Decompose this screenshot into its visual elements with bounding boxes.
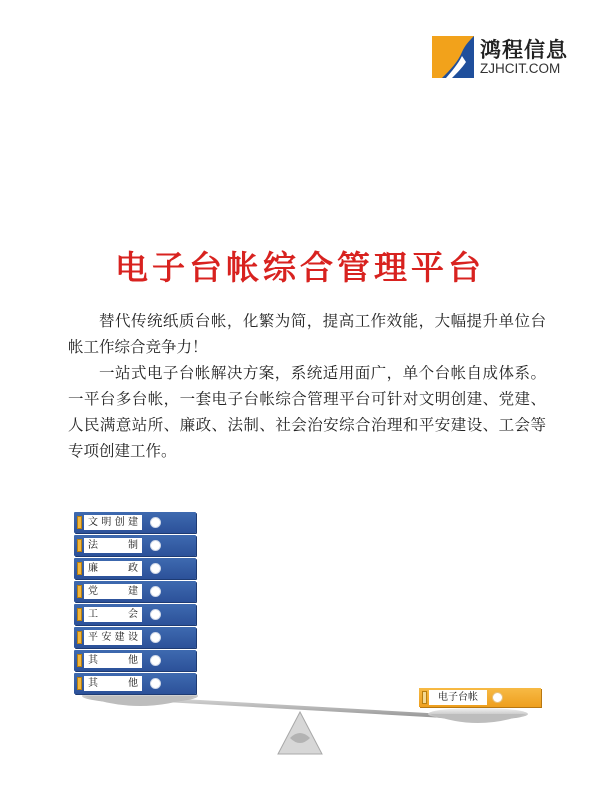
plate-tab bbox=[77, 562, 82, 575]
plate-tab bbox=[77, 585, 82, 598]
logo-name: 鸿程信息 bbox=[480, 38, 568, 62]
plate-circle-icon bbox=[150, 678, 161, 689]
ledger-plate bbox=[74, 535, 196, 556]
ledger-label: 工会 bbox=[84, 607, 142, 622]
plate-circle-icon bbox=[150, 609, 161, 620]
plate-tab bbox=[422, 691, 427, 704]
ledger-plate bbox=[74, 650, 196, 671]
left-dish-bowl bbox=[84, 696, 196, 706]
ledger-stack-left bbox=[74, 512, 196, 696]
ledger-plate bbox=[74, 512, 196, 533]
ledger-label: 其他 bbox=[84, 676, 142, 691]
ledger-plate bbox=[74, 581, 196, 602]
ledger-label: 廉政 bbox=[84, 561, 142, 576]
plate-circle-icon bbox=[150, 540, 161, 551]
paragraph-2: 一站式电子台帐解决方案，系统适用面广，单个台帐自成体系。一平台多台帐，一套电子台帐综合管理平台可针对文明创建、党建、人民满意站所、廉政、法制、社会治安综合治理和平安建设、工会等专项创建工作。 bbox=[68, 364, 546, 460]
ledger-plate bbox=[74, 558, 196, 579]
ledger-label: 平安建设 bbox=[84, 630, 142, 645]
plate-tab bbox=[77, 631, 82, 644]
ledger-label: 文明创建 bbox=[84, 515, 142, 530]
ledger-plate bbox=[74, 604, 196, 625]
ledger-label: 党建 bbox=[84, 584, 142, 599]
plate-tab bbox=[77, 654, 82, 667]
ledger-plate-right bbox=[419, 688, 541, 707]
plate-circle-icon bbox=[150, 632, 161, 643]
ledger-label-right: 电子台帐 bbox=[429, 690, 487, 705]
ledger-label: 法制 bbox=[84, 538, 142, 553]
logo-domain: ZJHCIT.COM bbox=[480, 61, 561, 76]
plate-tab bbox=[77, 516, 82, 529]
plate-tab bbox=[77, 677, 82, 690]
plate-tab bbox=[77, 608, 82, 621]
plate-circle-icon bbox=[150, 517, 161, 528]
right-dish-bowl bbox=[430, 714, 526, 723]
paragraph-1: 替代传统纸质台帐，化繁为简，提高工作效能，大幅提升单位台帐工作综合竞争力！ bbox=[68, 312, 546, 356]
plate-circle-icon bbox=[150, 586, 161, 597]
page-title: 电子台帐综合管理平台 bbox=[115, 248, 485, 287]
plate-circle-icon bbox=[492, 692, 503, 703]
plate-tab bbox=[77, 539, 82, 552]
plate-circle-icon bbox=[150, 563, 161, 574]
plate-circle-icon bbox=[150, 655, 161, 666]
ledger-label: 其他 bbox=[84, 653, 142, 668]
ledger-plate bbox=[74, 673, 196, 694]
ledger-plate bbox=[74, 627, 196, 648]
